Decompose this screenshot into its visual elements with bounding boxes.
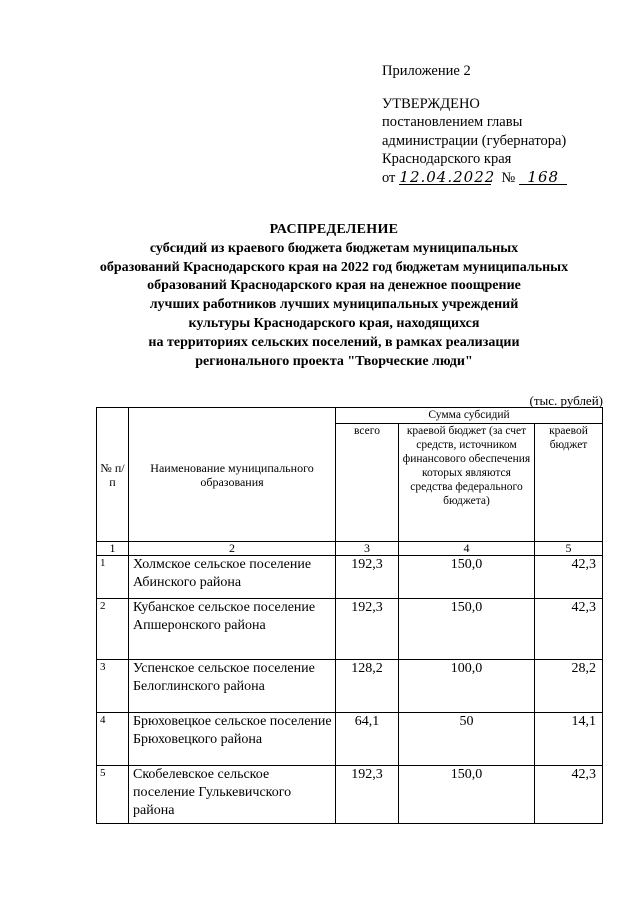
date-number-line: [382, 169, 567, 188]
handwritten-date: 12.04.2022: [399, 167, 496, 186]
subsidy-table: [96, 407, 603, 824]
title-line: лучших работников лучших муниципальных учреждений: [149, 297, 519, 313]
title-line: субсидий из краевого бюджета бюджетам муниципальных: [149, 240, 519, 256]
approval-line: Краснодарского края: [382, 151, 512, 167]
handwritten-number: 168: [519, 170, 567, 185]
row-num: 3: [97, 660, 129, 713]
table-row: [97, 713, 603, 766]
title-line: образований Краснодарского края на денежное поощрение: [147, 278, 521, 294]
row-federal: 150,0: [399, 599, 535, 660]
header-regional: краевой бюджет: [535, 424, 603, 542]
approved-label: УТВЕРЖДЕНО: [382, 95, 480, 112]
number-prefix: №: [501, 169, 516, 186]
document-title: [60, 221, 608, 371]
table-row: [97, 556, 603, 599]
row-federal: 100,0: [399, 660, 535, 713]
table-row: [97, 599, 603, 660]
row-total: 128,2: [336, 660, 399, 713]
approval-line: постановлением главы: [382, 114, 523, 130]
title-line: на территориях сельских поселений, в рамках реализации: [148, 334, 520, 350]
approval-block: [382, 62, 567, 187]
title-line: регионального проекта "Творческие люди": [195, 353, 473, 369]
appendix-label: Приложение 2: [382, 63, 471, 79]
table-row: [97, 766, 603, 824]
header-num: № п/п: [97, 408, 129, 542]
units-label: (тыс. рублей): [529, 393, 603, 408]
row-name: Брюховецкое сельское поселение Брюховецкого района: [129, 713, 336, 766]
row-total: 192,3: [336, 556, 399, 599]
column-number: 1: [97, 542, 129, 556]
column-number: 2: [129, 542, 336, 556]
row-total: 64,1: [336, 713, 399, 766]
title-line: культуры Краснодарского края, находящихся: [188, 315, 480, 331]
row-federal: 150,0: [399, 766, 535, 824]
row-regional: 42,3: [535, 599, 603, 660]
title-line: образований Краснодарского края на 2022 год бюджетам муниципальных: [99, 259, 569, 275]
column-number: 3: [336, 542, 399, 556]
header-total: всего: [336, 424, 399, 542]
table-row: [97, 660, 603, 713]
row-num: 2: [97, 599, 129, 660]
row-regional: 42,3: [535, 556, 603, 599]
header-federal: краевой бюджет (за счет средств, источником финансового обеспечения которых являются средства федерального бюджета): [399, 424, 535, 542]
row-name: Успенское сельское поселение Белоглинского района: [129, 660, 336, 713]
row-name: Холмское сельское поселение Абинского района: [129, 556, 336, 599]
approval-line: администрации (губернатора): [382, 132, 567, 149]
row-num: 1: [97, 556, 129, 599]
row-regional: 28,2: [535, 660, 603, 713]
row-federal: 50: [399, 713, 535, 766]
row-total: 192,3: [336, 599, 399, 660]
column-numbers-row: [97, 542, 603, 556]
row-name: Кубанское сельское поселение Апшеронского района: [129, 599, 336, 660]
row-regional: 14,1: [535, 713, 603, 766]
column-number: 4: [399, 542, 535, 556]
row-num: 4: [97, 713, 129, 766]
header-name: Наименование муниципального образования: [129, 408, 336, 542]
title-main: РАСПРЕДЕЛЕНИЕ: [269, 222, 399, 237]
date-prefix: от: [382, 169, 396, 186]
header-sum-group: Сумма субсидий: [336, 408, 603, 424]
row-num: 5: [97, 766, 129, 824]
row-federal: 150,0: [399, 556, 535, 599]
row-total: 192,3: [336, 766, 399, 824]
row-regional: 42,3: [535, 766, 603, 824]
column-number: 5: [535, 542, 603, 556]
row-name: Скобелевское сельское поселение Гулькевичского района: [129, 766, 336, 824]
